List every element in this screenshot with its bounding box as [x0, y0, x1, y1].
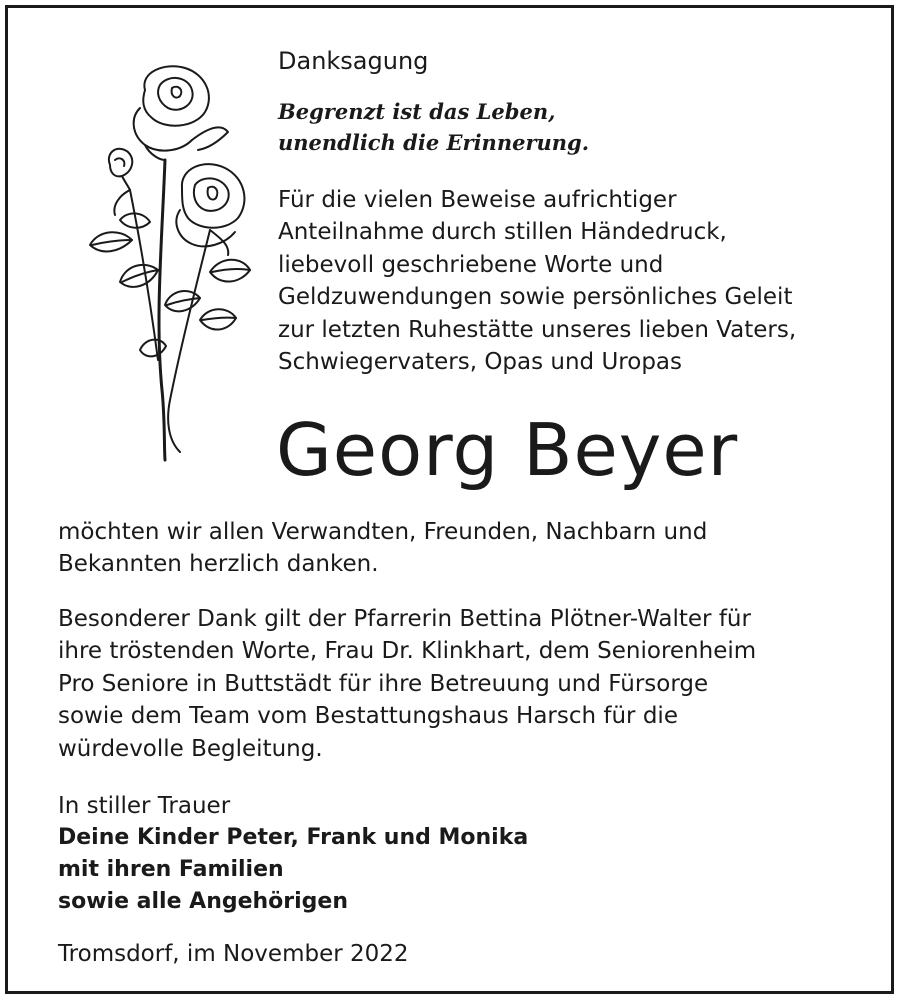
- motto-line: Begrenzt ist das Leben,: [278, 99, 556, 124]
- place-date: Tromsdorf, im November 2022: [58, 941, 409, 967]
- special-thanks-line: würdevolle Begleitung.: [58, 735, 323, 762]
- intro-line: liebevoll geschriebene Worte und: [278, 251, 664, 278]
- special-thanks-line: ihre tröstenden Worte, Frau Dr. Klinkhart, dem Seniorenheim: [58, 638, 757, 665]
- notice-heading: Danksagung: [278, 47, 429, 75]
- special-thanks-line: sowie dem Team vom Bestattungshaus Harsch für die: [58, 703, 678, 730]
- thanks-paragraph: [58, 516, 707, 580]
- deceased-name: Georg Beyer: [276, 408, 739, 492]
- signers: [58, 822, 528, 918]
- signoff: In stiller Trauer: [58, 793, 231, 819]
- special-thanks-line: Besonderer Dank gilt der Pfarrerin Bettina Plötner-Walter für: [58, 606, 751, 632]
- memorial-motto: [278, 96, 589, 158]
- intro-line: zur letzten Ruhestätte unseres lieben Vaters,: [278, 316, 797, 343]
- intro-line: Für die vielen Beweise aufrichtiger: [278, 187, 677, 213]
- intro-line: Geldzuwendungen sowie persönliches Geleit: [278, 284, 793, 311]
- thanks-line: möchten wir allen Verwandten, Freunden, Nachbarn und: [58, 519, 708, 545]
- thanks-line: Bekannten herzlich danken.: [58, 551, 379, 577]
- special-thanks-line: Pro Seniore in Buttstädt für ihre Betreuung und Fürsorge: [58, 670, 709, 697]
- intro-paragraph: [278, 184, 796, 378]
- signer-line: Deine Kinder Peter, Frank und Monika: [58, 825, 529, 850]
- signer-line: sowie alle Angehörigen: [58, 889, 349, 914]
- rose-icon: [70, 60, 260, 470]
- special-thanks-paragraph: [58, 603, 756, 765]
- intro-line: Schwiegervaters, Opas und Uropas: [278, 349, 683, 376]
- intro-line: Anteilnahme durch stillen Händedruck,: [278, 219, 727, 246]
- motto-line: unendlich die Erinnerung.: [278, 130, 590, 155]
- signer-line: mit ihren Familien: [58, 857, 284, 882]
- notice-frame: [5, 5, 894, 994]
